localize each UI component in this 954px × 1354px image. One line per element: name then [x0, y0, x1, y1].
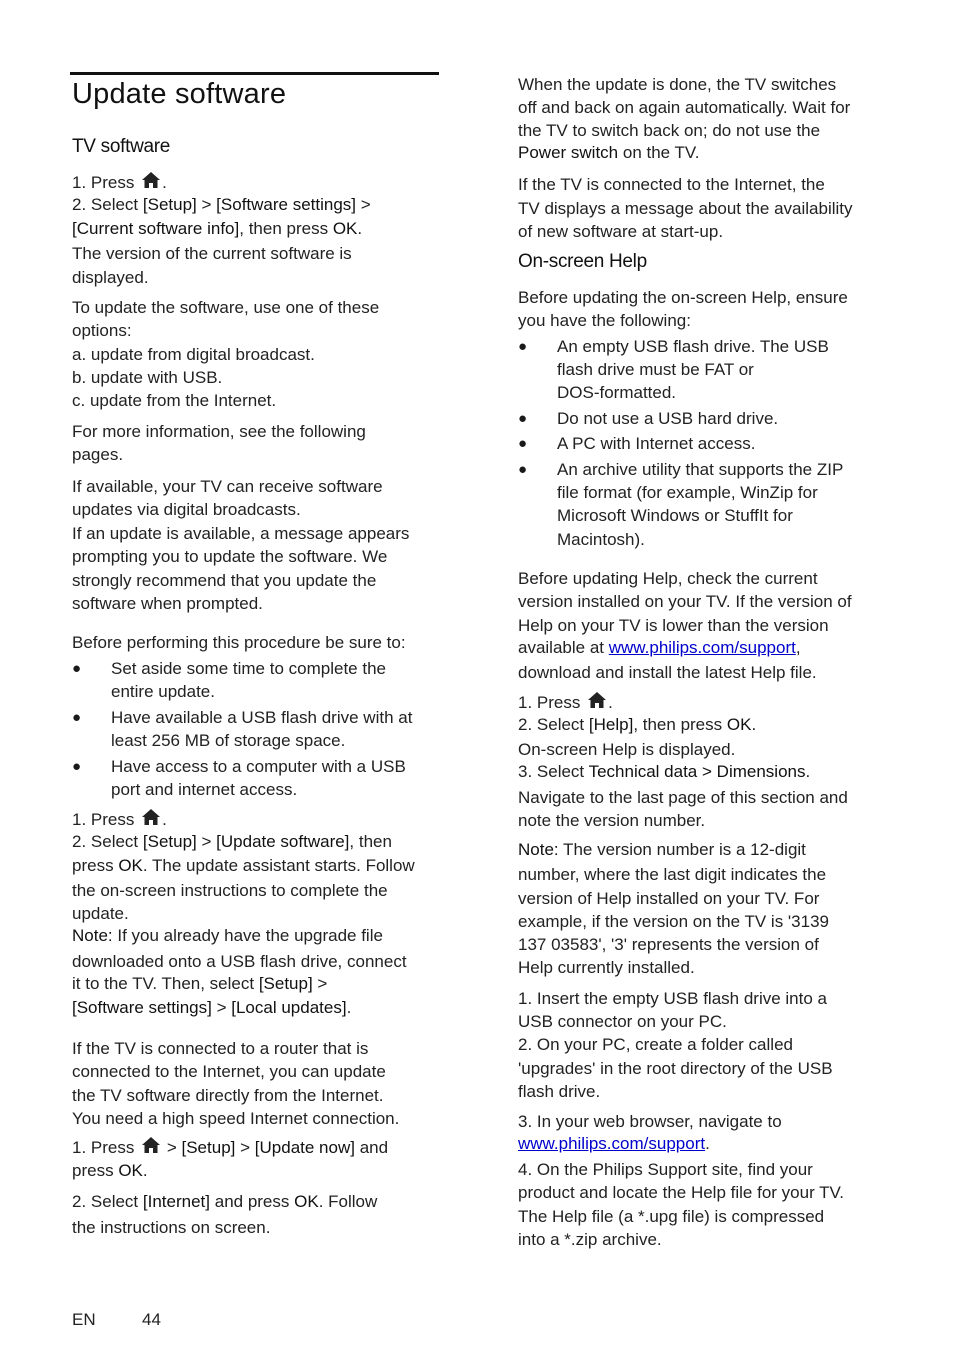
list-item: DOS-formatted. — [557, 383, 677, 402]
text-line: prompting you to update the software. We — [72, 547, 388, 566]
section-heading-onscreen-help: On-screen Help — [518, 251, 647, 272]
text-line: Help currently installed. — [518, 958, 695, 977]
text-line: it to the TV. Then, select [Setup] > — [72, 974, 328, 993]
text-line: version installed on your TV. If the version of — [518, 592, 852, 611]
text-line: connected to the Internet, you can update — [72, 1062, 386, 1081]
text-line: the TV to switch back on; do not use the — [518, 121, 821, 140]
footer-page-number: 44 — [142, 1310, 161, 1329]
text-line: the TV software directly from the Internet. — [72, 1086, 384, 1105]
step-update-now: 1. Press > [Setup] > [Update now] and — [72, 1138, 389, 1157]
text-line: The Help file (a *.upg file) is compressed — [518, 1207, 825, 1226]
text-line: [Software settings] > [Local updates]. — [72, 998, 352, 1017]
home-icon — [587, 691, 607, 709]
text-line: 4. On the Philips Support site, find your — [518, 1160, 813, 1179]
option-c: c. update from the Internet. — [72, 391, 277, 410]
text-line: flash drive. — [518, 1082, 601, 1101]
step-press-home: 1. Press . — [518, 693, 613, 712]
step-select-technical-data: 3. Select Technical data > Dimensions. — [518, 762, 811, 781]
text-line: When the update is done, the TV switches — [518, 75, 837, 94]
list-item: Do not use a USB hard drive. — [557, 409, 779, 428]
list-item: Set aside some time to complete the — [111, 659, 386, 678]
text-line: update. — [72, 904, 129, 923]
philips-support-link[interactable]: www.philips.com/support — [608, 638, 796, 657]
text-line: Before performing this procedure be sure to: — [72, 633, 406, 652]
text-line: To update the software, use one of these — [72, 298, 380, 317]
text-line: available at www.philips.com/support, — [518, 638, 801, 657]
text-line: Before updating the on-screen Help, ensure — [518, 288, 848, 307]
list-item: An empty USB flash drive. The USB — [557, 337, 829, 356]
text-line: of new software at start-up. — [518, 222, 724, 241]
text-line: 'upgrades' in the root directory of the USB — [518, 1059, 833, 1078]
bullet-icon: ● — [518, 410, 528, 427]
list-item: least 256 MB of storage space. — [111, 731, 346, 750]
text-line: USB connector on your PC. — [518, 1012, 727, 1031]
option-a: a. update from digital broadcast. — [72, 345, 315, 364]
text-line: If an update is available, a message appears — [72, 524, 410, 543]
text-line: into a *.zip archive. — [518, 1230, 662, 1249]
text-line: downloaded onto a USB flash drive, connect — [72, 952, 407, 971]
bullet-icon: ● — [518, 461, 528, 478]
text-line: download and install the latest Help file. — [518, 663, 817, 682]
text-line: pages. — [72, 445, 124, 464]
text-line: example, if the version on the TV is '3139 — [518, 912, 829, 931]
text-line: off and back on again automatically. Wait for — [518, 98, 851, 117]
list-item: An archive utility that supports the ZIP — [557, 460, 844, 479]
option-b: b. update with USB. — [72, 368, 223, 387]
list-item: flash drive must be FAT or — [557, 360, 754, 379]
bullet-icon: ● — [518, 435, 528, 452]
footer-language: EN — [72, 1310, 96, 1329]
philips-support-link[interactable]: www.philips.com/support — [518, 1134, 706, 1153]
text-line: 2. On your PC, create a folder called — [518, 1035, 793, 1054]
text-line: product and locate the Help file for your TV. — [518, 1183, 845, 1202]
bullet-icon: ● — [72, 709, 82, 726]
text-line: version of Help installed on your TV. For — [518, 889, 820, 908]
text-line: strongly recommend that you update the — [72, 571, 377, 590]
list-item: port and internet access. — [111, 780, 298, 799]
text-line: note the version number. — [518, 811, 706, 830]
page-title: Update software — [72, 78, 287, 110]
list-item: Microsoft Windows or StuffIt for — [557, 506, 793, 525]
text-line: the instructions on screen. — [72, 1218, 271, 1237]
list-item: A PC with Internet access. — [557, 434, 756, 453]
text-line: 1. Insert the empty USB flash drive into a — [518, 989, 827, 1008]
text-line: displayed. — [72, 268, 149, 287]
text-line: If the TV is connected to the Internet, the — [518, 175, 825, 194]
step-press-home: 1. Press . — [72, 173, 167, 192]
text-line: On-screen Help is displayed. — [518, 740, 736, 759]
text-line: updates via digital broadcasts. — [72, 500, 301, 519]
text-line: options: — [72, 321, 132, 340]
list-item: file format (for example, WinZip for — [557, 483, 818, 502]
list-item: entire update. — [111, 682, 215, 701]
step-select-software-settings: 2. Select [Setup] > [Software settings] > — [72, 195, 371, 214]
text-line: If available, your TV can receive software — [72, 477, 383, 496]
bullet-icon: ● — [72, 660, 82, 677]
step-press-home: 1. Press . — [72, 810, 167, 829]
bullet-icon: ● — [518, 338, 528, 355]
text-line: you have the following: — [518, 311, 691, 330]
step-current-software-info: [Current software info], then press OK. — [72, 219, 363, 238]
home-icon — [141, 171, 161, 189]
text-line: software when prompted. — [72, 594, 263, 613]
text-line: press OK. — [72, 1161, 148, 1180]
text-line: number, where the last digit indicates the — [518, 865, 827, 884]
text-line: the on-screen instructions to complete the — [72, 881, 388, 900]
text-line: press OK. The update assistant starts. Follow — [72, 856, 415, 875]
text-line: 3. In your web browser, navigate to — [518, 1112, 782, 1131]
list-item: Have available a USB flash drive with at — [111, 708, 413, 727]
text-line: Before updating Help, check the current — [518, 569, 818, 588]
step-select-update-software: 2. Select [Setup] > [Update software], then — [72, 832, 392, 851]
note-line: Note: If you already have the upgrade file — [72, 926, 383, 945]
home-icon — [141, 1136, 161, 1154]
step-select-internet: 2. Select [Internet] and press OK. Follow — [72, 1192, 378, 1211]
text-line: The version of the current software is — [72, 244, 352, 263]
note-line: Note: The version number is a 12-digit — [518, 840, 806, 859]
bullet-icon: ● — [72, 758, 82, 775]
home-icon — [141, 808, 161, 826]
text-line: 137 03583', '3' represents the version of — [518, 935, 819, 954]
text-line: Help on your TV is lower than the version — [518, 616, 829, 635]
text-line: For more information, see the following — [72, 422, 366, 441]
text-line: TV displays a message about the availability — [518, 199, 853, 218]
text-line: www.philips.com/support. — [518, 1134, 710, 1153]
text-line: Power switch on the TV. — [518, 143, 700, 162]
text-line: Navigate to the last page of this section and — [518, 788, 848, 807]
text-line: If the TV is connected to a router that is — [72, 1039, 369, 1058]
list-item: Have access to a computer with a USB — [111, 757, 406, 776]
step-select-help: 2. Select [Help], then press OK. — [518, 715, 757, 734]
text-line: You need a high speed Internet connection. — [72, 1109, 400, 1128]
list-item: Macintosh). — [557, 530, 645, 549]
section-heading-tv-software: TV software — [72, 136, 171, 157]
